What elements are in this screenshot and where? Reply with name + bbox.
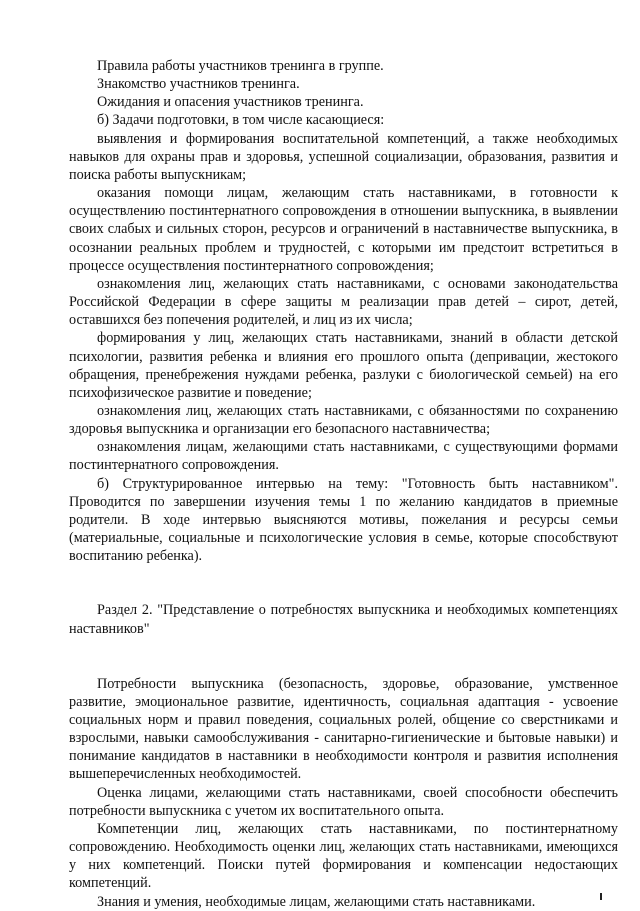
document-page <box>69 57 618 911</box>
scan-mark <box>600 893 602 900</box>
paragraph-assessment: Оценка лицами, желающими стать наставниками, своей способности обеспечить потребности выпускника с учетом их воспитательного опыта. <box>69 784 618 819</box>
paragraph-training-rules: Правила работы участников тренинга в группе. <box>97 58 384 74</box>
paragraph-task-health: ознакомления лиц, желающих стать наставниками, с обязанностями по сохранению здоровья выпускника и организации его безопасного наставничества; <box>69 402 618 438</box>
paragraph-tasks-intro: б) Задачи подготовки, в том числе касающиеся: <box>97 112 385 129</box>
paragraph-task-legislation: ознакомления лиц, желающих стать наставниками, с основами законодательства Российской Федерации в сфере защиты м реализации прав детей – сирот, детей, оставшихся без попечения родителей, и лиц из их числа; <box>69 275 618 329</box>
paragraph-task-assistance: оказания помощи лицам, желающим стать наставниками, в готовности к осуществлению постинтернатного сопровождения в отношении выпускника, в выявлении своих слабых и сильных сторон, ресурсов и ограничений в наставничестве выпускника, в осознании реальных проблем и трудностей, с которыми им предстоит встретиться в процессе осуществления постинтернатного сопровождения; <box>69 185 618 274</box>
paragraph-expectations: Ожидания и опасения участников тренинга. <box>97 94 364 111</box>
paragraph-task-forms: ознакомления лицам, желающими стать наставниками, с существующими формами постинтернатного сопровождения. <box>69 439 618 474</box>
paragraph-acquaintance: Знакомство участников тренинга. <box>97 76 300 93</box>
paragraph-competencies: Компетенции лиц, желающих стать наставниками, по постинтернатному сопровождению. Необходимость оценки лиц, желающих стать наставниками, имеющихся у них компетенций. Поиски путей формирования и компенсации недостающих компетенций. <box>69 820 618 892</box>
paragraph-task-psychology: формирования у лиц, желающих стать наставниками, знаний в области детской психологии, развития ребенка и влияния его прошлого опыта (депривации, жестокого обращения, пренебрежения нуждами ребенка, разлуки с биологической семьей) на его психофизическое развитие и поведение; <box>69 330 618 401</box>
paragraph-needs: Потребности выпускника (безопасность, здоровье, образование, умственное развитие, эмоциональное развитие, идентичность, социальная адаптация - усвоение социальных норм и правил поведения, социальных ролей, общение со сверстниками и взрослыми, навыки самообслуживания - санитарно-гигиенические и бытовые навыки) и понимание кандидатов в наставники в необходимости контроля и развития исполнения вышеперечисленных необходимостей. <box>69 675 618 783</box>
spacer <box>69 565 618 601</box>
paragraph-interview: б) Структурированное интервью на тему: "Готовность быть наставником". Проводится по завершении изучения темы 1 по желанию кандидатов в приемные родители. В ходе интервью выясняются мотивы, пожелания и ресурсы семьи (материальные, социальные и психологические условия в семье, которые способствуют воспитанию ребенка). <box>69 475 618 565</box>
paragraph-task-competencies: выявления и формирования воспитательной компетенций, а также необходимых навыков для охраны прав и здоровья, успешной социализации, образования, развития и поиска работы выпускникам; <box>69 130 618 183</box>
section-heading: Раздел 2. "Представление о потребностях выпускника и необходимых компетенциях наставников" <box>69 602 618 637</box>
spacer <box>69 638 618 675</box>
paragraph-knowledge: Знания и умения, необходимые лицам, желающими стать наставниками. <box>97 893 536 910</box>
